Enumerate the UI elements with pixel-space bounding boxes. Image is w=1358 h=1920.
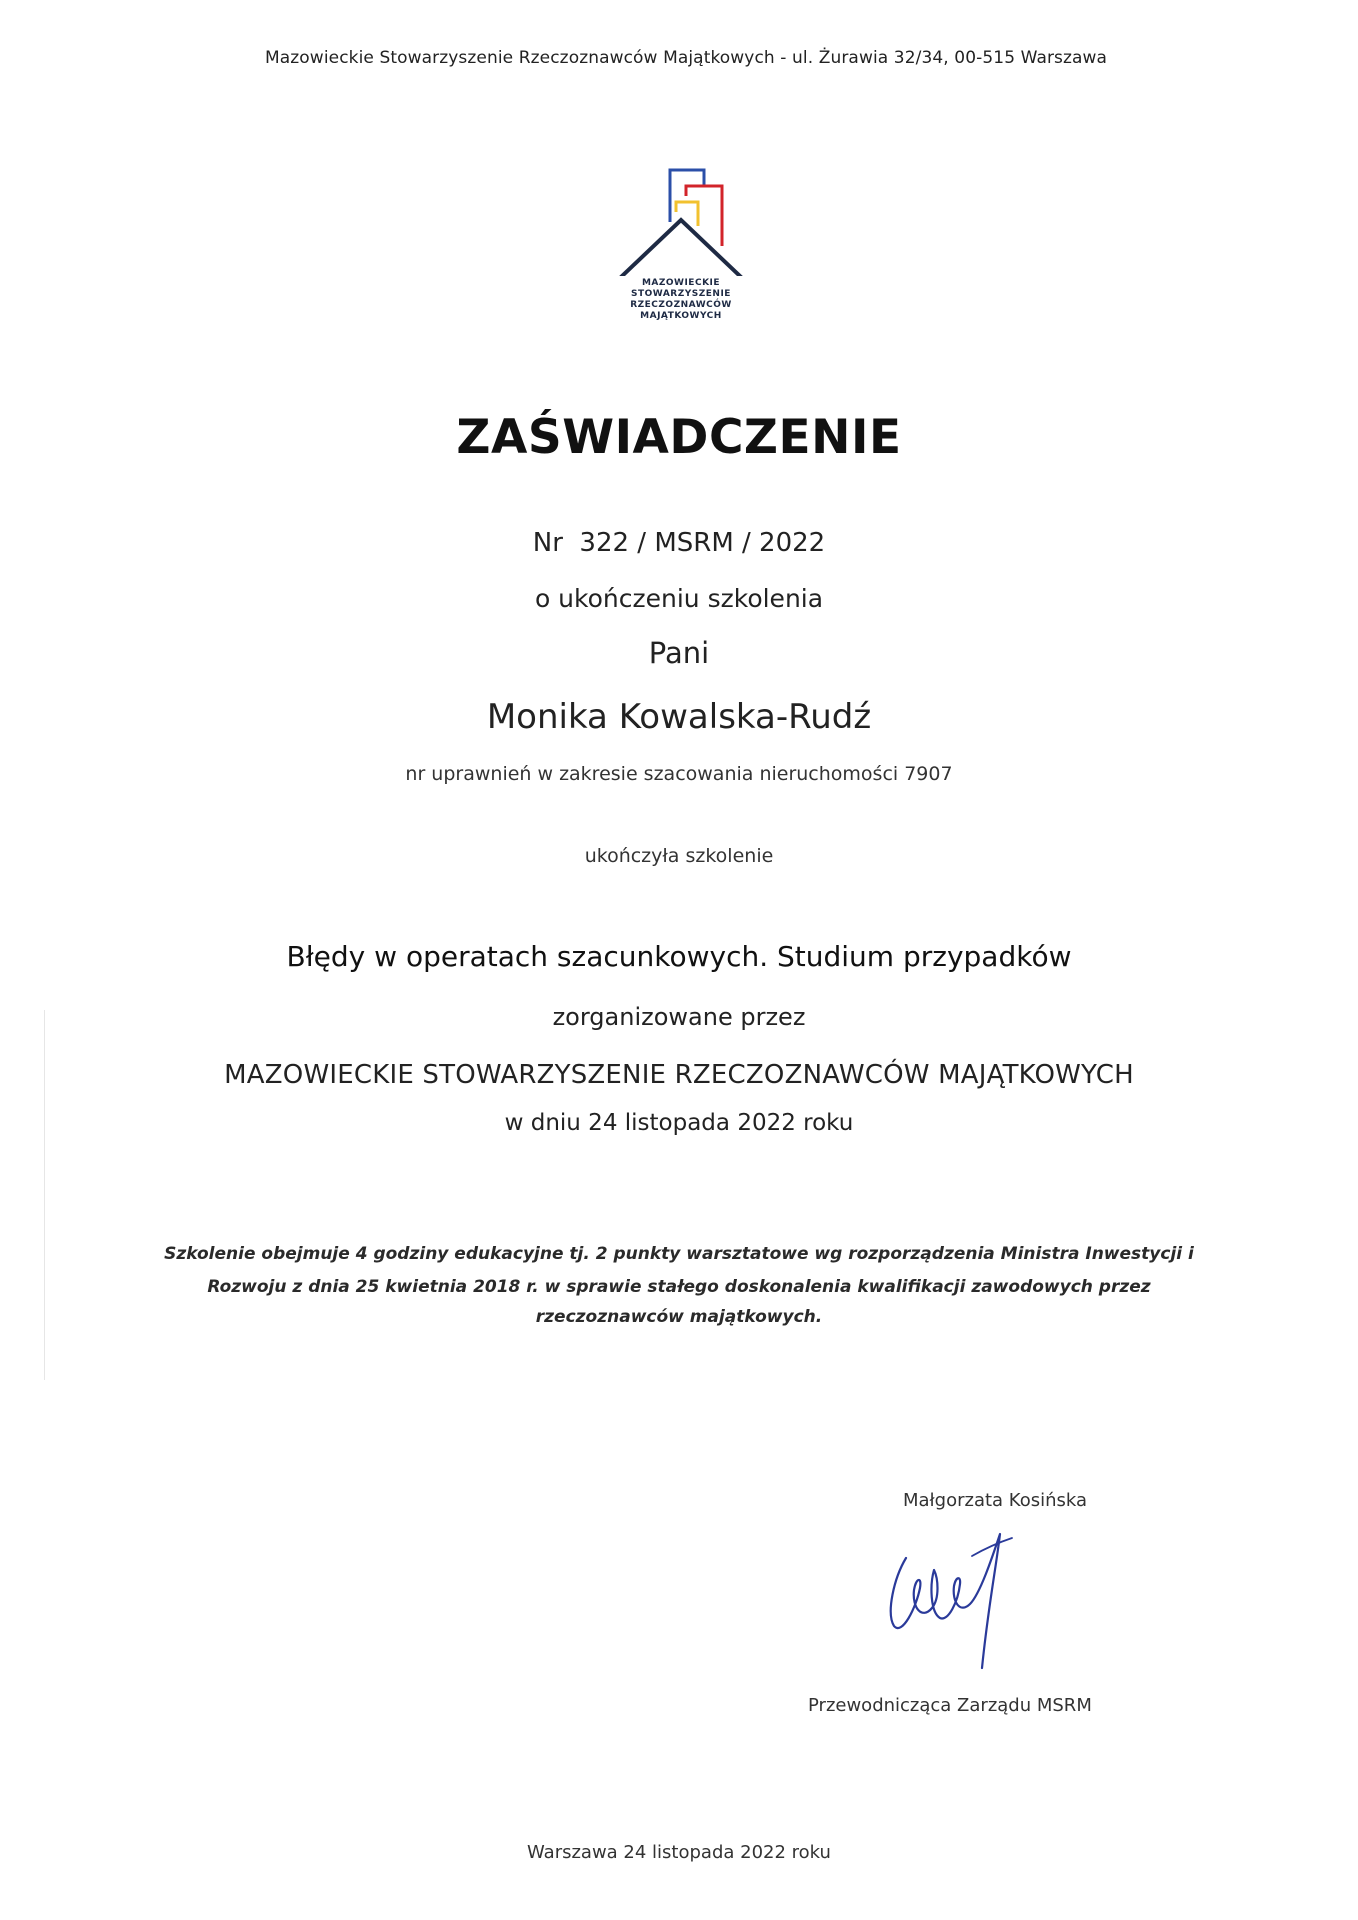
- event-date: w dniu 24 listopada 2022 roku: [504, 1110, 854, 1136]
- header-address: Mazowieckie Stowarzyszenie Rzeczoznawców Majątkowych - ul. Żurawia 32/34, 00-515 Warszawa: [265, 48, 1108, 68]
- salutation: Pani: [648, 636, 710, 670]
- association-logo: [606, 166, 756, 336]
- footer-place-date: Warszawa 24 listopada 2022 roku: [527, 1842, 831, 1863]
- document-title: ZAŚWIADCZENIE: [456, 410, 902, 465]
- logo-text-line-3: RZECZOZNAWCÓW: [630, 300, 732, 310]
- recipient-name: Monika Kowalska-Rudź: [486, 697, 872, 737]
- logo-text-line-1: MAZOWIECKIE: [641, 278, 721, 288]
- signer-name: Małgorzata Kosińska: [903, 1490, 1088, 1511]
- certificate-subject: o ukończeniu szkolenia: [534, 584, 824, 613]
- info-text-line-1: Szkolenie obejmuje 4 godziny edukacyjne tj. 2 punkty warsztatowe wg rozporządzenia Ministra Inwestycji i: [164, 1244, 1194, 1264]
- info-text-line-3: rzeczoznawców majątkowych.: [535, 1307, 823, 1327]
- handwritten-signature: [876, 1528, 1056, 1678]
- course-title: Błędy w operatach szacunkowych. Studium przypadków: [286, 940, 1072, 973]
- certificate-number: Nr 322 / MSRM / 2022: [532, 528, 826, 558]
- completion-line: ukończyła szkolenie: [584, 845, 774, 867]
- logo-text-line-4: MAJĄTKOWYCH: [640, 311, 722, 321]
- logo-house-icon: [606, 166, 756, 276]
- organizer-name: MAZOWIECKIE STOWARZYSZENIE RZECZOZNAWCÓW MAJĄTKOWYCH: [224, 1060, 1134, 1090]
- organized-by-line: zorganizowane przez: [552, 1003, 806, 1031]
- logo-text-line-2: STOWARZYSZENIE: [631, 289, 731, 299]
- signer-role: Przewodnicząca Zarządu MSRM: [808, 1695, 1092, 1716]
- license-number-line: nr uprawnień w zakresie szacowania nieruchomości 7907: [405, 763, 953, 785]
- signature-icon: [876, 1528, 1056, 1678]
- info-text-line-2: Rozwoju z dnia 25 kwietnia 2018 r. w sprawie stałego doskonalenia kwalifikacji zawodowych przez: [207, 1277, 1151, 1297]
